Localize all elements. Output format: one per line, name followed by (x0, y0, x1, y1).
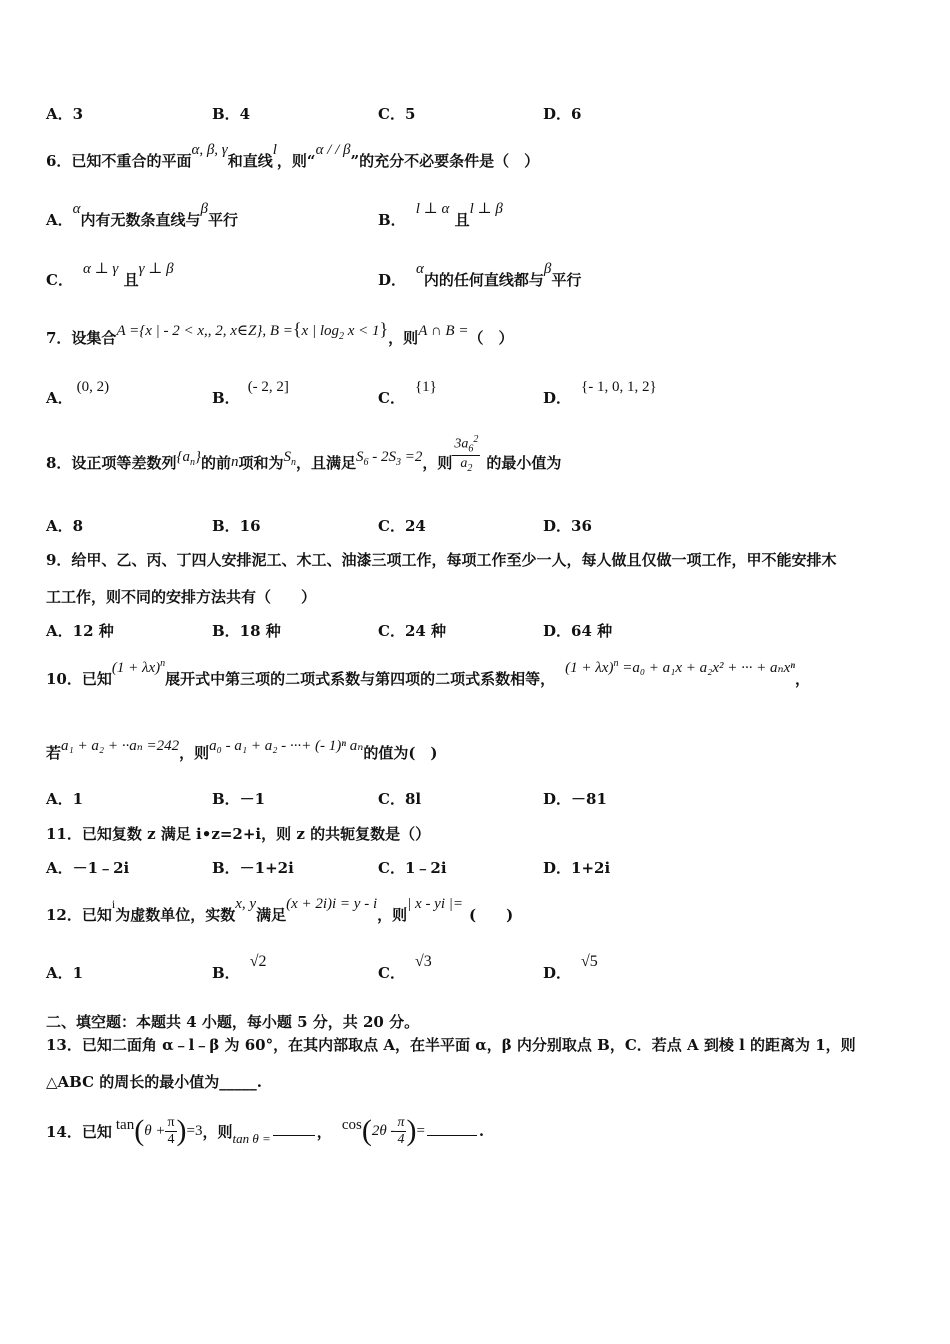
q10-math-sum: a₁ + a₂ + ··aₙ =242 (61, 738, 180, 754)
option-math: {- 1, 0, 1, 2} (581, 379, 657, 395)
q6-option-c (46, 261, 174, 290)
q14-math-inner: θ + (144, 1122, 166, 1139)
q14-paren: ( (361, 1114, 372, 1147)
q6-text: 6．已知不重合的平面 (46, 152, 192, 170)
q8-math-part: } (194, 448, 201, 465)
option-math: α (72, 201, 81, 217)
q8-frac-den (452, 456, 480, 474)
q8-math-part: 3a (454, 437, 469, 453)
q10-stem-line2 (46, 738, 438, 763)
q10-math-part: (1 + λx) (111, 660, 161, 676)
q14-frac-den: 4 (167, 1131, 175, 1147)
q8-option-a: A．8 (46, 517, 84, 535)
q8-math-seq (176, 449, 201, 468)
q6-option-d (378, 261, 582, 290)
option-math: l ⊥ α (415, 201, 450, 217)
q8-text: ，且满足 (295, 453, 356, 472)
q12-text: 为虚数单位，实数 (115, 906, 236, 924)
q8-option-c: C．24 (378, 517, 426, 535)
q8-math-sub: 6 (468, 443, 474, 455)
q10-option-c: C．8l (378, 790, 422, 808)
q14-blank-1[interactable] (273, 1135, 315, 1136)
q10-option-b: B．－1 (212, 790, 266, 808)
q10-text: 若 (46, 744, 62, 762)
q8-option-d: D．36 (543, 517, 592, 535)
option-label: B． (212, 964, 240, 982)
q14-stem (46, 1106, 484, 1156)
option-text: 内有无数条直线与 (80, 211, 201, 229)
option-text: 平行 (208, 211, 239, 229)
q10-option-d: D．－81 (543, 790, 607, 808)
q7-text: ，则 (388, 329, 419, 347)
q14-fraction (165, 1115, 176, 1148)
section-heading: 二、填空题：本题共 4 小题，每小题 5 分，共 20 分。 (46, 1013, 420, 1031)
q8-fraction (452, 434, 480, 473)
q5-option-c: C．5 (378, 105, 416, 123)
q6-math-parallel: α / / β (315, 142, 351, 158)
q8-math-sub: 6 (363, 456, 369, 468)
q8-math-sup: 2 (473, 434, 479, 446)
q8-math-sn (283, 449, 296, 468)
q14-math-tan-theta: tan θ = (232, 1131, 271, 1146)
q12-option-b (212, 953, 267, 983)
q10-text: 展开式中第三项的二项式系数与第四项的二项式系数相等， (165, 670, 556, 688)
q8-text: 项和为 (238, 453, 284, 472)
q10-math-alternating: a₀ - a₁ + a₂ - ···+ (- 1)ⁿ aₙ (209, 738, 364, 754)
option-label: D． (543, 964, 572, 982)
q10-math-sup: n (160, 658, 166, 669)
q8-text: ，则 (422, 453, 453, 472)
q8-frac-num (452, 434, 480, 455)
q8-math-sub: n (290, 456, 296, 468)
q5-option-d: D．6 (543, 105, 582, 123)
option-math: (- 2, 2] (247, 379, 289, 395)
q9-option-a: A．12 种 (46, 622, 114, 640)
q7-text: （ ） (468, 329, 514, 347)
q12-option-d (543, 953, 598, 983)
option-text: 平行 (551, 271, 582, 289)
option-math: β (200, 201, 209, 217)
q8-math-sub: 2 (467, 462, 473, 474)
q11-option-c: C．1﹣2i (378, 859, 447, 877)
option-math: {1} (414, 379, 437, 395)
q6-text: “ (306, 152, 316, 170)
q9-stem-line2: 工工作，则不同的安排方法共有（ ） (46, 588, 317, 606)
option-text: 内的任何直线都与 (423, 271, 544, 289)
q6-stem (46, 142, 540, 171)
q8-math-sub: 3 (396, 456, 401, 468)
option-label: B． (212, 389, 240, 407)
q12-math-modulus: | x - yi |= (407, 896, 464, 912)
q14-paren: ) (176, 1114, 187, 1147)
q8-option-b: B．16 (212, 517, 261, 535)
q14-frac-num: π (167, 1114, 175, 1130)
q8-stem (46, 434, 562, 484)
q7-math-sets: A ={x | - 2 < x,, 2, x∈Z}, B = (116, 323, 293, 339)
option-math: l ⊥ β (469, 201, 503, 217)
q14-math-cos: cos (341, 1116, 362, 1133)
q12-text: 12．已知 (46, 906, 112, 924)
q10-option-a: A．1 (46, 790, 84, 808)
q10-math-binomial (112, 658, 165, 677)
option-label: A． (46, 964, 73, 982)
q14-frac-num: π (397, 1114, 405, 1130)
q11-option-b: B．－1+2i (212, 859, 294, 877)
option-label: A． (46, 211, 73, 229)
q9-stem-line1: 9．给甲、乙、丙、丁四人安排泥工、木工、油漆三项工作，每项工作至少一人，每人做且仅做一项工作，甲不能安排木 (46, 551, 837, 569)
q14-text: . (478, 1122, 485, 1140)
q8-math-part: a (460, 455, 468, 471)
q13-stem-line1: 13．已知二面角 α﹣l﹣β 为 60°，在其内部取点 A，在半平面 α，β 内分别取点 B，C．若点 A 到棱 l 的距离为 1，则 (46, 1036, 856, 1054)
q12-option-a (46, 962, 83, 983)
q14-math-inner: 2θ - (371, 1122, 396, 1139)
q14-blank-2[interactable] (427, 1135, 477, 1136)
q7-math-set-b: {x | $\log_2 x < 1$} (292, 319, 389, 342)
q6-text: 和直线 (227, 152, 273, 170)
option-math: √2 (249, 953, 267, 970)
option-math: α ⊥ γ (82, 261, 119, 277)
q7-math-log-base: 2 (339, 331, 344, 342)
q10-math-part: =a₀ + a₁x + a₂x² + ··· + aₙxⁿ (618, 660, 795, 676)
q8-math-part: =2 (401, 448, 423, 465)
option-label: D． (543, 389, 572, 407)
q14-math-value: =3 (186, 1122, 203, 1139)
q13-stem-line2: △ABC 的周长的最小值为_____. (46, 1073, 263, 1091)
q14-text: 14．已知 (46, 1122, 112, 1141)
q14-paren: ( (134, 1114, 145, 1147)
option-label: C． (46, 271, 73, 289)
q12-text: ，则 (377, 906, 408, 924)
q11-stem: 11．已知复数 z 满足 i•z=2+i，则 z 的共轭复数是（） (46, 825, 431, 843)
q10-text: ， (794, 670, 810, 688)
q7-math-log-end: x < 1 (344, 323, 380, 339)
option-math: β (543, 261, 552, 277)
q7-math-intersect: A ∩ B = (418, 323, 469, 339)
q6-text: ，则 (276, 152, 307, 170)
q8-math-n: n (230, 453, 239, 470)
q10-stem-line1 (46, 658, 810, 689)
q7-text: 7．设集合 (46, 329, 117, 347)
q14-math-equals: = (416, 1122, 425, 1139)
q12-option-c (378, 953, 432, 983)
q9-option-d: D．64 种 (543, 622, 613, 640)
option-text: 且 (123, 271, 139, 289)
option-math: α (416, 261, 424, 277)
q10-math-expansion (565, 658, 795, 677)
q8-text: 的最小值为 (486, 453, 562, 472)
q7-option-a (46, 379, 110, 408)
q10-math-sup: n (613, 658, 619, 669)
q12-stem (46, 896, 514, 925)
option-label: A． (46, 389, 73, 407)
q10-text: ，则 (179, 744, 210, 762)
q12-math-i: i (111, 897, 116, 911)
q7-option-d (543, 379, 657, 408)
q14-text: ， (316, 1122, 332, 1141)
option-label: B． (378, 211, 406, 229)
q7-stem (46, 319, 514, 350)
q8-math-part: {a (176, 448, 190, 465)
q10-text: 的值为( ) (363, 744, 438, 762)
q9-option-c: C．24 种 (378, 622, 447, 640)
q14-math-tan: tan (115, 1116, 135, 1133)
q8-math-sub: n (189, 456, 195, 468)
q8-math-condition (356, 449, 422, 468)
q7-option-b (212, 379, 289, 408)
q5-option-a: A．3 (46, 105, 84, 123)
q14-paren: ) (406, 1114, 417, 1147)
q9-option-b: B．18 种 (212, 622, 281, 640)
q6-math-planes: α, β, γ (191, 142, 228, 158)
q11-option-a: A．－1﹣2i (46, 859, 130, 877)
q14-text: ，则 (202, 1122, 233, 1141)
q5-option-b: B．4 (212, 105, 251, 123)
option-label: D． (378, 271, 407, 289)
q8-math-part: - 2S (368, 448, 396, 465)
q11-option-d: D．1+2i (543, 859, 611, 877)
q12-text: ( ) (469, 906, 514, 924)
q14-fraction (395, 1115, 406, 1148)
q6-text: ”的充分不必要条件是（ ） (350, 152, 540, 170)
q6-math-line: l (272, 142, 277, 158)
q6-option-b (378, 201, 503, 230)
q8-math-part: S (283, 448, 291, 465)
q12-math-xy: x, y (235, 896, 257, 912)
q10-text: 10．已知 (46, 670, 112, 688)
option-label: C． (378, 389, 405, 407)
option-math: √5 (581, 953, 598, 970)
option-math: √3 (414, 953, 432, 970)
q12-text: 满足 (256, 906, 287, 924)
q8-math-part: S (356, 448, 364, 465)
q8-text: 的前 (200, 453, 231, 472)
option-math: 1 (72, 964, 84, 982)
q7-option-c (378, 379, 437, 408)
q8-text: 8．设正项等差数列 (46, 453, 177, 472)
q7-math-log: x | log (301, 323, 339, 339)
option-text: 且 (454, 211, 470, 229)
q10-math-part: (1 + λx) (565, 660, 614, 676)
q12-math-equation: (x + 2i)i = y - i (286, 896, 378, 912)
q14-frac-den: 4 (397, 1131, 405, 1147)
option-math: γ ⊥ β (138, 261, 174, 277)
option-math: (0, 2) (76, 379, 110, 395)
q6-option-a (46, 201, 239, 230)
option-label: C． (378, 964, 405, 982)
